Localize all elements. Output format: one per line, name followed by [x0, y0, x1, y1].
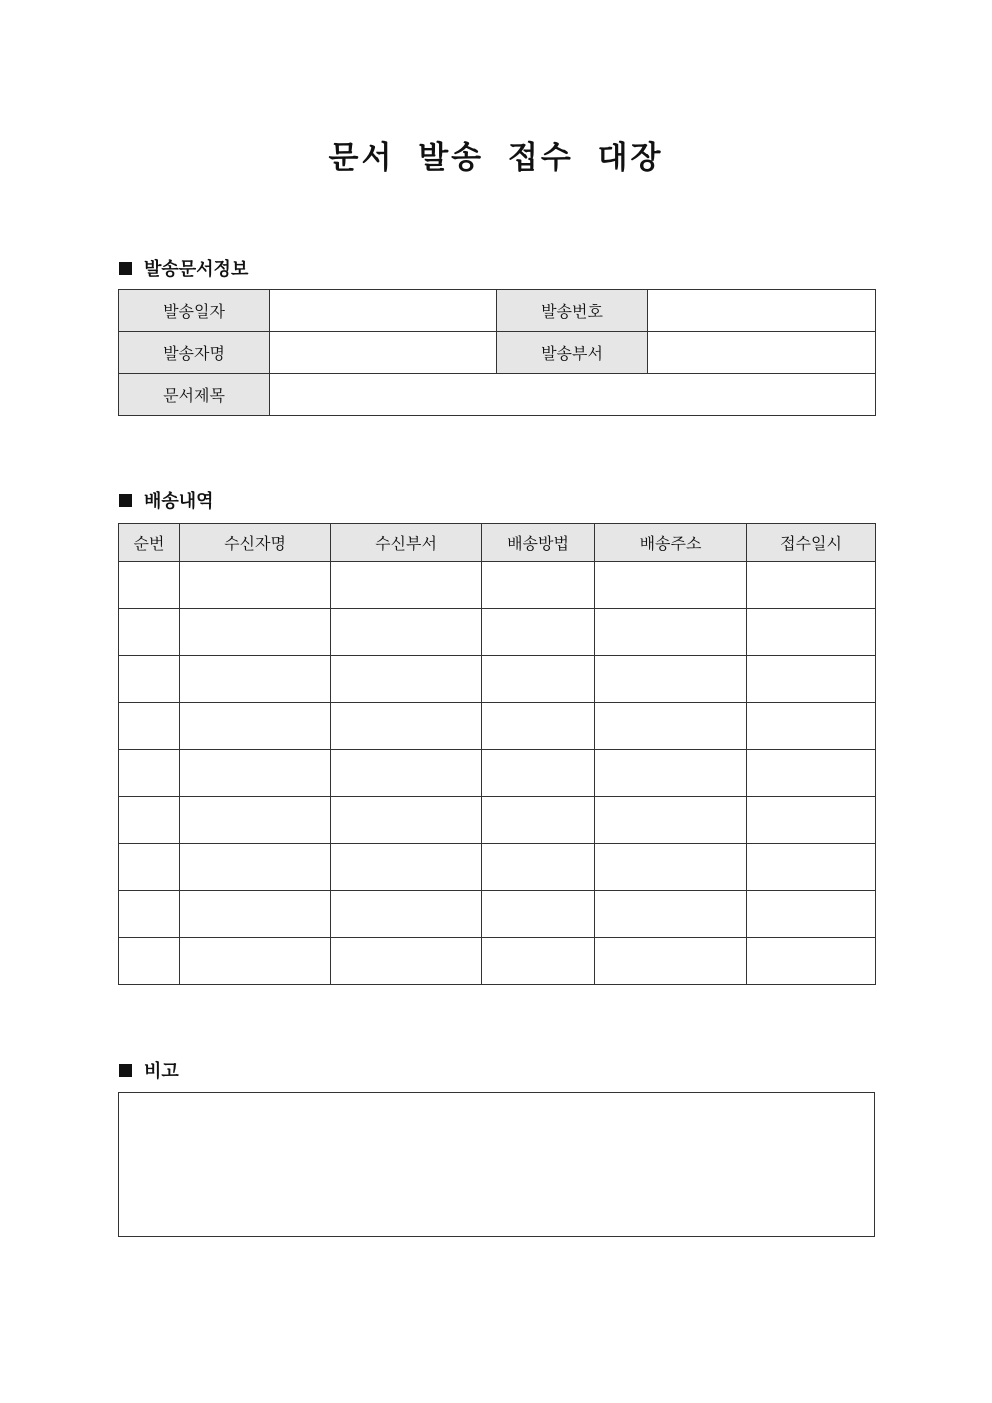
section-heading-delivery	[119, 487, 214, 513]
table-cell[interactable]	[119, 703, 180, 750]
table-cell[interactable]	[331, 891, 482, 938]
table-cell[interactable]	[595, 797, 747, 844]
table-cell[interactable]	[331, 656, 482, 703]
square-bullet-icon	[119, 494, 132, 507]
table-row	[119, 703, 876, 750]
table-cell[interactable]	[595, 750, 747, 797]
table-row	[119, 656, 876, 703]
column-header: 수신부서	[331, 524, 482, 562]
table-cell[interactable]	[119, 750, 180, 797]
table-cell[interactable]	[482, 797, 595, 844]
table-cell[interactable]	[119, 797, 180, 844]
table-cell[interactable]	[180, 609, 331, 656]
table-row	[119, 797, 876, 844]
sender-name-label: 발송자명	[119, 332, 270, 374]
column-header: 접수일시	[747, 524, 876, 562]
table-cell[interactable]	[747, 609, 876, 656]
table-cell[interactable]	[747, 938, 876, 985]
table-cell[interactable]	[482, 938, 595, 985]
column-header: 배송주소	[595, 524, 747, 562]
table-cell[interactable]	[595, 656, 747, 703]
table-cell[interactable]	[180, 656, 331, 703]
table-cell[interactable]	[747, 562, 876, 609]
table-cell[interactable]	[595, 891, 747, 938]
column-header: 수신자명	[180, 524, 331, 562]
table-cell[interactable]	[482, 656, 595, 703]
square-bullet-icon	[119, 1064, 132, 1077]
send-number-field[interactable]	[648, 290, 876, 332]
table-row	[119, 891, 876, 938]
table-cell[interactable]	[331, 562, 482, 609]
table-cell[interactable]	[331, 609, 482, 656]
table-cell[interactable]	[331, 797, 482, 844]
section-heading-remarks	[119, 1057, 179, 1083]
table-cell[interactable]	[747, 750, 876, 797]
table-cell[interactable]	[482, 844, 595, 891]
table-cell[interactable]	[331, 938, 482, 985]
table-cell[interactable]	[119, 891, 180, 938]
table-cell[interactable]	[331, 750, 482, 797]
section-heading-info	[119, 255, 248, 281]
table-cell[interactable]	[747, 891, 876, 938]
table-cell[interactable]	[595, 844, 747, 891]
table-cell[interactable]	[482, 562, 595, 609]
send-department-label: 발송부서	[497, 332, 648, 374]
table-row	[119, 938, 876, 985]
info-row	[119, 374, 876, 416]
table-cell[interactable]	[482, 891, 595, 938]
table-cell[interactable]	[180, 938, 331, 985]
document-info-table	[118, 289, 876, 416]
table-cell[interactable]	[482, 609, 595, 656]
table-cell[interactable]	[747, 703, 876, 750]
section-heading-delivery-label: 배송내역	[144, 491, 214, 512]
column-header: 배송방법	[482, 524, 595, 562]
table-cell[interactable]	[595, 703, 747, 750]
info-row	[119, 290, 876, 332]
table-cell[interactable]	[180, 750, 331, 797]
table-cell[interactable]	[747, 797, 876, 844]
send-date-field[interactable]	[270, 290, 497, 332]
table-cell[interactable]	[747, 656, 876, 703]
section-heading-info-label: 발송문서정보	[144, 259, 249, 280]
doc-title-field[interactable]	[270, 374, 876, 416]
document-title: 문서 발송 접수 대장	[328, 140, 664, 176]
info-row	[119, 332, 876, 374]
table-cell[interactable]	[180, 844, 331, 891]
table-cell[interactable]	[482, 750, 595, 797]
section-heading-remarks-label: 비고	[144, 1061, 179, 1082]
table-cell[interactable]	[119, 656, 180, 703]
table-row	[119, 844, 876, 891]
table-cell[interactable]	[119, 844, 180, 891]
table-cell[interactable]	[119, 562, 180, 609]
table-cell[interactable]	[119, 938, 180, 985]
table-row	[119, 609, 876, 656]
table-cell[interactable]	[595, 609, 747, 656]
table-cell[interactable]	[747, 844, 876, 891]
table-cell[interactable]	[331, 703, 482, 750]
table-cell[interactable]	[119, 609, 180, 656]
send-number-label: 발송번호	[497, 290, 648, 332]
table-cell[interactable]	[595, 562, 747, 609]
table-row	[119, 750, 876, 797]
table-cell[interactable]	[482, 703, 595, 750]
table-cell[interactable]	[595, 938, 747, 985]
table-row	[119, 562, 876, 609]
square-bullet-icon	[119, 262, 132, 275]
delivery-table	[118, 523, 876, 985]
table-cell[interactable]	[331, 844, 482, 891]
column-header: 순번	[119, 524, 180, 562]
table-cell[interactable]	[180, 891, 331, 938]
table-cell[interactable]	[180, 562, 331, 609]
remarks-field[interactable]	[118, 1092, 875, 1237]
delivery-header-row	[119, 524, 876, 562]
table-cell[interactable]	[180, 797, 331, 844]
doc-title-label: 문서제목	[119, 374, 270, 416]
table-cell[interactable]	[180, 703, 331, 750]
sender-name-field[interactable]	[270, 332, 497, 374]
send-department-field[interactable]	[648, 332, 876, 374]
send-date-label: 발송일자	[119, 290, 270, 332]
